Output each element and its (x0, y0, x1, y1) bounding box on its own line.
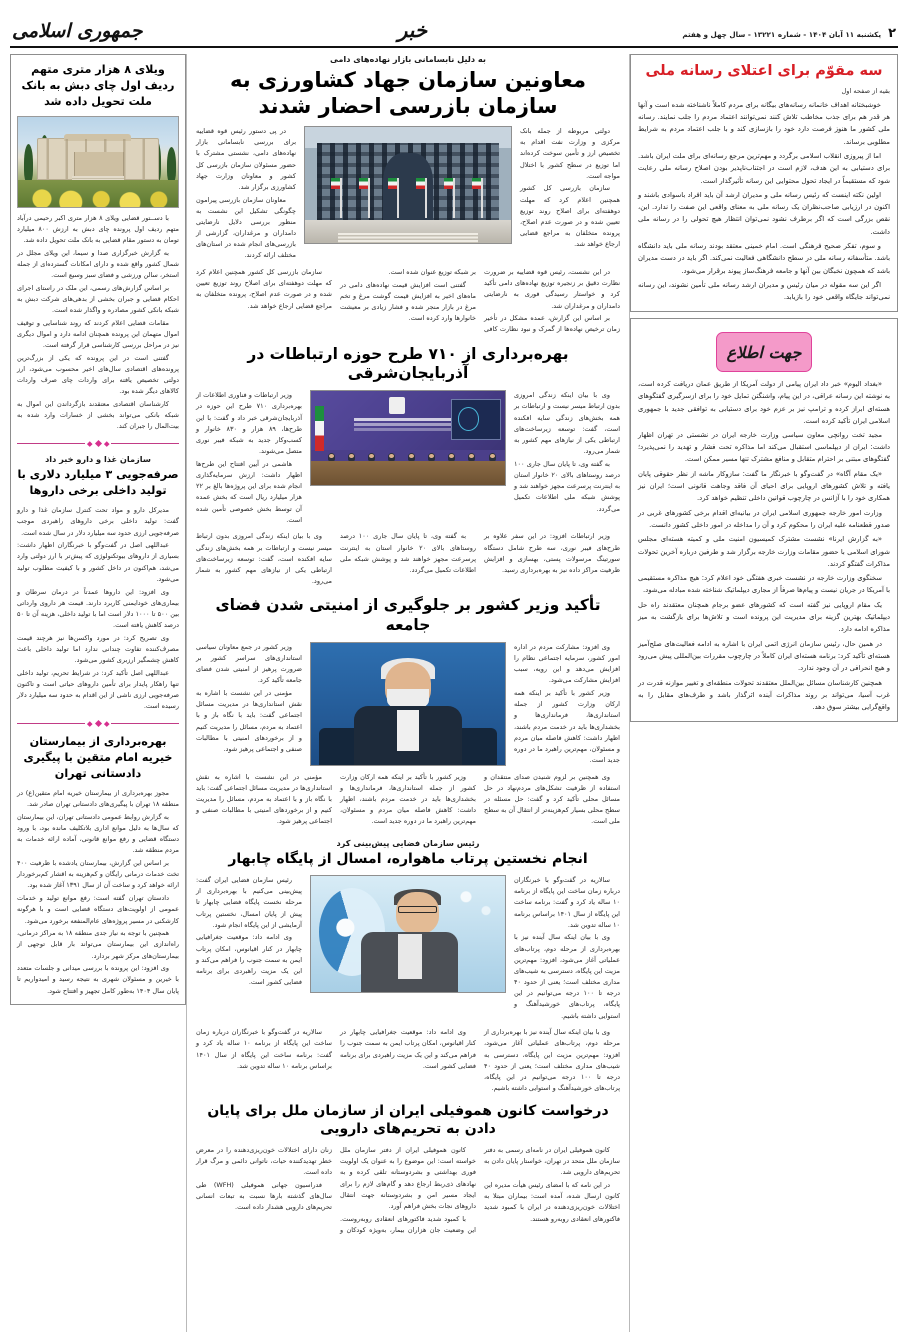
article-photo-wrap (310, 875, 506, 993)
article-headline: بهره‌برداری از ۷۱۰ طرح حوزه ارتباطات در آذربایجان‌شرقی (247, 344, 569, 383)
villa-building (37, 138, 159, 179)
article-paragraph: در این نشست، رئیس قوه قضاییه بر ضرورت نظارت دقیق بر زنجیره توزیع نهاده‌های دامی تأکید کرد و خواستار رسیدگی فوری به نارضایتی دامداران و مرغداران شد. (484, 268, 620, 310)
notice-item: سخنگوی وزارت خارجه در نشست خبری هفتگی خود اعلام کرد: هیچ مذاکره مستقیمی با آمریکا در جریان نیست و پیام‌ها صرفاً از مجاری دیپلماتیک شناخته شده مبادله می‌شود. (638, 574, 890, 595)
editorial-title: سه مقوّم برای اعتلای رسانه ملی (645, 63, 883, 79)
article-text-right (196, 126, 296, 263)
article-paragraph: وی با بیان اینکه سال آینده نیز با بهره‌برداری از مرحله دوم، پرتاب‌های عملیاتی آغاز می‌شود، افزود: مهم‌ترین مزیت این پایگاه، دسترسی به شیب‌های مداری مختلف است؛ یعنی از حدود ۴۰ درجه تا ۱۰۰ درجه می‌توانیم در این پایگاه، پرتاب‌های خورشیدآهنگ و استوایی داشته باشیم. (514, 933, 620, 1020)
middle-column (187, 54, 629, 1332)
sidebox-paragraph: بر اساس گزارش‌های رسمی، این ملک در راستای اجرای احکام قضایی و جبران بخشی از بدهی‌های شرکت دبش به شبکه بانکی کشور مصادره و واگذار شده است. (17, 283, 179, 315)
article-paragraph: در این نامه که با امضای رئیس هیأت مدیره این کانون ارسال شده، آمده است: بیماران مبتلا به اختلالات خون‌ریزی‌دهنده در ایران با کمبود شدید فاکتورهای انعقادی روبه‌رو هستند. (484, 1181, 620, 1223)
article-paragraph: وزیر کشور با تأکید بر اینکه همه ارکان وزارت کشور از جمله استانداری‌ها، فرمانداری‌ها و بخشداری‌ها باید در خدمت مردم باشند، اظهار داشت: کاهش فاصله میان مردم و مسئولان، مهم‌ترین راهبرد ما در دوره جدید است. (514, 689, 620, 765)
article-text-left (514, 642, 620, 768)
article-body-columns (196, 267, 620, 336)
sidebox-villa (10, 54, 186, 1005)
article-paragraph: سازمان بازرسی کل کشور همچنین اعلام کرد که مهلت دوهفته‌ای برای اصلاح روند توزیع تعیین شده و در صورت عدم اصلاح، پرونده متخلفان به مراجع قضایی ارجاع خواهد شد. (520, 184, 620, 249)
notice-item: مجید تخت روانچی معاون سیاسی وزارت خارجه ایران در نشستی در تهران اظهار داشت: ایران از دیپلماسی استقبال می‌کند اما مذاکره تحت فشار و تهدید را نمی‌پذیرد؛ گفتگوهای مبتنی بر احترام متقابل و منافع مشترک تنها مسیر ممکن است. (638, 431, 890, 464)
article-kicker: به دلیل نابسامانی بازار نهاده‌های دامی (330, 54, 486, 64)
editorial-continued-label: بقیه از صفحه اول (841, 86, 890, 95)
ornament-divider (17, 721, 179, 726)
article-paragraph: وی ادامه داد: موقعیت جغرافیایی چابهار در کنار اقیانوس، امکان پرتاب ایمن به سمت جنوب را فراهم می‌کند و این یک مزیت راهبردی برای برنامه فضایی کشور است. (196, 933, 302, 987)
editorial-paragraph: و سوم، تفکر صحیح فرهنگی است. امام خمینی معتقد بودند رسانه ملی باید دانشگاه باشد. متأسفانه رسانه ملی در سطح دانشگاهی فعالیت نمی‌کند. اگر باید در دست مدیران باشد که همچون نخبگان بین آنها و جامعه فرهنگ‌ساز پیوند برقرار می‌شود. (638, 241, 890, 275)
article-top-row (196, 390, 620, 527)
sidebox-paragraph: وی افزود: این پرونده با بررسی میدانی و جلسات متعدد با خیرین و مسئولان شهری به نتیجه رسید و امیدواریم تا پایان سال ۱۴۰۴ به‌طور کامل تجهیز و افتتاح شود. (17, 964, 179, 995)
sidebox-body (17, 505, 179, 712)
article-paragraph: مؤمنی در این نشست با اشاره به نقش استانداری‌ها در مدیریت مسائل اجتماعی گفت: باید با نگاه باز و با اعتماد به مردم، مسائل را مدیریت کنیم و از برخوردهای امنیتی با مطالبات صنفی و اجتماعی پرهیز شود. (196, 689, 302, 753)
sidebox-paragraph: همچنین با توجه به نیاز جدی منطقه ۱۸ به مراکز درمانی، راه‌اندازی این بیمارستان می‌تواند بار قابل توجهی از بیمارستان‌های مرکز شهر بردارد. (17, 929, 179, 960)
article-text-right (196, 390, 302, 527)
article-paragraph: دولتی مربوطه از جمله بانک مرکزی و وزارت نفت اقدام به تخصیص ارز و تأمین سوخت کرده‌اند اما توزیع در سطح کشور با اختلال مواجه است. (520, 127, 620, 180)
article-agriculture (196, 54, 620, 336)
left-column (10, 54, 186, 1332)
article-paragraph: وی با بیان اینکه زندگی امروزی بدون ارتباط میسر نیست و ارتباطات بر همه بخش‌های زندگی سایه افکنده است، گفت: توسعه زیرساخت‌های ارتباطی یکی از نیازهای مهم کشور به شمار می‌رود. (514, 391, 620, 456)
sidebox-title: صرفه‌جویی ۳ میلیارد دلاری با تولید داخلی برخی داروها (17, 468, 179, 498)
article-paragraph: معاونان سازمان بازرسی پیرامون چگونگی تشکیل این نشست به منظور بررسی دلایل نارضایتی دامداران و مرغداران، گزارشی از بازرسی‌های انجام شده در استان‌های مختلف ارائه کردند. (196, 195, 296, 260)
column-divider (186, 54, 187, 1332)
column-divider (629, 54, 630, 1332)
article-paragraph: وی افزود: مشارکت مردم در اداره امور کشور، سرمایه اجتماعی نظام را افزایش می‌دهد و این رویه، سبب افزایش مشارکت می‌شود. (514, 642, 620, 685)
ornament-divider (17, 441, 179, 446)
sidebox-body (17, 788, 179, 997)
article-paragraph: وی با بیان اینکه سال آینده نیز با بهره‌برداری از مرحله دوم، پرتاب‌های عملیاتی آغاز می‌شود، افزود: مهم‌ترین مزیت این پایگاه، دسترسی به شیب‌های مداری مختلف است؛ یعنی از حدود ۴۰ درجه تا ۱۰۰ درجه می‌توانیم در این پایگاه، پرتاب‌های خورشیدآهنگ و استوایی داشته باشیم. (484, 1028, 620, 1093)
article-photo-wrap (310, 390, 506, 486)
sidebox-title: ویلای ۸ هزار متری متهم ردیف اول چای دبش به بانک ملت تحویل داده شد (21, 63, 175, 108)
sidebox-paragraph: عبداللهی اصل تأکید کرد: در شرایط تحریم، تولید داخلی تنها راهکار پایدار برای تأمین داروهای حیاتی است و تاکنون صرفه‌جویی ارزی ناشی از این اقدام به حدود سه میلیارد دلار رسیده است. (17, 668, 179, 711)
sidebox-title: بهره‌برداری از بیمارستان خیریه امام متقین با پیگیری دادستانی تهران (23, 735, 173, 781)
notice-box (630, 318, 898, 722)
panelists (317, 438, 499, 461)
minister-photo (310, 642, 506, 766)
article-text-left (514, 875, 620, 1023)
article-paragraph: با کمبود شدید فاکتورهای انعقادی روبه‌روست. این وضعیت جان هزاران بیمار، به‌ویژه کودکان و زنان دارای اختلالات خون‌ریزی‌دهنده را در معرض خطر تهدیدکننده حیات، ناتوانی دائمی و مرگ قرار داده است. (196, 1146, 476, 1234)
conference-table (311, 461, 505, 485)
building-steps (338, 233, 478, 243)
right-column (630, 54, 898, 1332)
dateline: یکشنبه ۱۱ آبان ۱۴۰۴ - شماره ۱۳۲۲۱ - سال چهل و هفتم (682, 30, 882, 39)
article-text-right (196, 875, 302, 990)
article-interior-minister (196, 596, 620, 829)
conference-emblem-icon (389, 397, 405, 414)
diamond-icon (87, 442, 92, 447)
sidebox-paragraph: دادستان تهران گفته است: رفع موانع تولید و خدمات عمومی از اولویت‌های دستگاه قضایی است و با هرگونه کارشکنی در مسیر پروژه‌های عام‌المنفعه برخورد می‌شود. (17, 894, 179, 925)
article-ict-projects (196, 345, 620, 588)
notice-item: یک مقام اروپایی نیز گفته است که کشورهای عضو برجام همچنان معتقدند راه حل دیپلماتیک بهترین گزینه برای مدیریت این پرونده است و تلاش‌ها برای بازگشت به میز مذاکره ادامه دارد. (638, 600, 890, 634)
article-paragraph: هاشمی در آیین افتتاح این طرح‌ها اظهار داشت: ارزش سرمایه‌گذاری انجام شده برای این پروژه‌ها بالغ بر ۲۲ هزار میلیارد ریال است که بخش عمده آن توسط بخش خصوصی تأمین شده است. (196, 459, 302, 524)
notice-stamp: جهت اطلاع (716, 332, 812, 372)
editorial-paragraph: خوشبختانه اهداف خانمانه رسانه‌های بیگانه برای مردم کاملاً ناشناخته شده است و آنها هر قدر هم برای جذب مخاطب تلاش کنند نمی‌توانند اعتماد مردم را جلب نمایند. رسانه ملی کشور ما هنوز فرصت دارد خود را بازسازی کند و با جلب اعتماد مردم به شرایط مطلوبی برساند. (638, 100, 890, 146)
article-headline: درخواست کانون هموفیلی ایران از سازمان ملل برای پایان دادن به تحریم‌های دارویی (207, 1103, 609, 1138)
conference-photo (310, 390, 506, 486)
article-paragraph: وزیر ارتباطات و فناوری اطلاعات از بهره‌برداری ۷۱۰ طرح این حوزه در آذربایجان‌شرقی خبر داد و گفت: با این طرح‌ها، ۸۹ هزار و ۸۳۰ خانوار و کسب‌وکار جدید به شبکه فیبر نوری متصل می‌شوند. (196, 391, 303, 456)
article-text-left (514, 390, 620, 516)
article-body-columns (196, 772, 620, 829)
notice-item: همچنین کارشناسان مسائل بین‌الملل معتقدند تحولات منطقه‌ای و تغییر موازنه قدرت در غرب آسیا، می‌تواند بر روند مذاکرات آینده اثرگذار باشد و طرف‌های مقابل را به واقع‌گرایی بیشتر سوق دهد. (638, 678, 890, 711)
eyeglasses-icon (398, 906, 437, 913)
article-paragraph: سازمان بازرسی کل کشور همچنین اعلام کرد که مهلت دوهفته‌ای برای اصلاح روند توزیع تعیین شده و در صورت عدم اصلاح، پرونده متخلفان به مراجع قضایی ارجاع خواهد شد. (196, 268, 332, 310)
article-paragraph: وی با بیان اینکه زندگی امروزی بدون ارتباط میسر نیست و ارتباطات بر همه بخش‌های زندگی سایه افکنده است، گفت: توسعه زیرساخت‌های ارتباطی یکی از نیازهای مهم کشور به شمار می‌رود. (196, 532, 332, 586)
article-paragraph: فدراسیون جهانی هموفیلی (WFH) طی سال‌های گذشته بارها نسبت به تبعات انسانی تحریم‌های دارویی هشدار داده است. (196, 1181, 332, 1212)
article-paragraph: وزیر کشور در جمع معاونان سیاسی استانداری‌های سراسر کشور بر ضرورت پرهیز از امنیتی شدن فضای جامعه تأکید کرد. (196, 642, 302, 685)
sidebox-paragraph: وی افزود: این داروها عمدتاً در درمان سرطان و بیماری‌های خودایمنی کاربرد دارند. قیمت هر داروی وارداتی بین ۵۰۰ تا ۱۰۰۰ دلار است اما با تولید داخلی، هزینه آن تا ۵۰ درصد کاهش یافته است. (17, 587, 180, 630)
article-paragraph: وزیر ارتباطات افزود: در این سفر علاوه بر طرح‌های فیبر نوری، سه طرح شامل دستگاه سورتینگ مرسولات پستی، بهسازی و افزایش ظرفیت مراکز داده نیز به بهره‌برداری رسید. (484, 532, 620, 574)
diamond-icon (94, 720, 101, 727)
article-paragraph: کانون هموفیلی ایران در نامه‌ای رسمی به دفتر سازمان ملل متحد در تهران، خواستار پایان دادن به تحریم‌های دارویی شد. (484, 1146, 620, 1177)
article-top-row (196, 126, 620, 263)
notice-item: «یک مقام آگاه» در گفت‌وگو با خبرنگار ما گفت: سازوکار ماشه از نظر حقوقی پایان یافته و تلاش کشورهای اروپایی برای احیای آن فاقد وجاهت قانونی است؛ ایران نیز همکاری خود را با آژانس در چارچوب قوانین داخلی تنظیم خواهد کرد. (638, 470, 890, 503)
sidebox-kicker: سازمان غذا و دارو خبر داد (45, 454, 151, 465)
article-top-row (196, 642, 620, 768)
article-body-columns (196, 531, 620, 587)
space-official-photo (310, 875, 506, 993)
editorial-paragraph: اگر این سه مقوله در میان رئیس و مدیران ارشد رسانه ملی تأمین نشوند، این رسانه نمی‌تواند جایگاه واقعی خود را بازیابد. (638, 280, 890, 302)
sidebox-paragraph: بر اساس این گزارش، بیمارستان یادشده با ظرفیت ۴۰۰ تخت خدمات درمانی رایگان و کم‌هزینه به اقشار کم‌برخوردار ارائه خواهد کرد و ساخت آن از سال ۱۳۹۱ آغاز شده بود. (17, 859, 179, 890)
notice-item: «بغداد الیوم» خبر داد ایران پیامی از دولت آمریکا از طریق عمان دریافت کرده است، به نوشته این رسانه عراقی، در این پیام، واشنگتن تمایل خود را برای ازسرگیری گفتگوهای هسته‌ای ابراز کرده و ترامپ نیز بر عزم خود برای دستیابی به توافقی جدید با جمهوری اسلامی ایران تأکید کرده است. (638, 380, 890, 425)
notice-item: وزارت امور خارجه جمهوری اسلامی ایران در بیانیه‌ای اقدام برخی کشورهای غربی در صدور قطعنامه علیه ایران را محکوم کرد و آن را مداخله در امور داخلی کشور دانست. (638, 508, 890, 529)
article-photo-wrap (304, 126, 512, 244)
article-paragraph: مؤمنی در این نشست با اشاره به نقش استانداری‌ها در مدیریت مسائل اجتماعی گفت: باید با نگاه باز و با اعتماد به مردم، مسائل را مدیریت کنیم و از برخوردهای امنیتی با مطالبات صنفی و اجتماعی پرهیز شود. (196, 772, 332, 826)
villa-columns (38, 139, 158, 178)
article-space-agency (196, 838, 620, 1094)
notice-item: در همین حال، رئیس سازمان انرژی اتمی ایران با اشاره به ادامه فعالیت‌های صلح‌آمیز هسته‌ای تأکید کرد: برنامه هسته‌ای ایران کاملاً در چارچوب مقررات بین‌المللی پیش می‌رود و هیچ انحرافی در آن وجود ندارد. (638, 639, 890, 672)
article-headline: تأکید وزیر کشور بر جلوگیری از امنیتی شدن فضای جامعه (215, 596, 601, 635)
editorial-box (630, 54, 898, 312)
official-face (396, 892, 439, 934)
backdrop-pattern (451, 883, 501, 929)
editorial-paragraph: اولین نکته اینست که رئیس رسانه ملی و مدیران ارشد آن باید افراد باسوادی باشند و اکنون در ارزیابی صاحب‌نظران یک رسانه ملی به معنای واقعی این صفت را ندارد. این، نقص بزرگی است که اگر برطرف نشود نمی‌توان انتظار هیچ تحولی را در رسانه ملی داشت. (638, 190, 890, 236)
sidebox-paragraph: مجوز بهره‌برداری از بیمارستان خیریه امام متقین(ع) در منطقه ۱۸ تهران با پیگیری‌های دادستانی تهران صادر شد. (17, 789, 179, 809)
flag-row (330, 178, 487, 217)
conference-banner-text (354, 418, 455, 421)
masthead-rule (10, 46, 898, 48)
sidebox-paragraph: به گزارش روابط عمومی دادستانی تهران، این بیمارستان که سال‌ها به دلیل موانع اداری بلاتکلیف مانده بود، با ورود دستگاه قضایی و رفع موانع قانونی، آماده ارائه خدمات به مردم منطقه شد. (17, 812, 179, 855)
article-hemophilia (196, 1103, 620, 1236)
article-paragraph: سالاریه در گفت‌وگو با خبرنگاران درباره زمان ساخت این پایگاه از برنامه ۱۰ ساله یاد کرد و گفت: برنامه ساخت این پایگاه از سال ۱۴۰۱ براساس برنامه ۱۰ ساله تدوین شد. (196, 1028, 332, 1070)
article-paragraph: رئیس سازمان فضایی ایران گفت: پیش‌بینی می‌کنیم با بهره‌برداری از مرحله نخست پایگاه فضایی چابهار تا پیش از پایان امسال، نخستین پرتاب آزمایشی از این پایگاه انجام شود. (196, 876, 302, 929)
garden-flowers (18, 180, 178, 207)
page-number: ۲ (888, 26, 896, 41)
sidebox-paragraph: کارشناسان اقتصادی معتقدند بازگرداندن این اموال به شبکه بانکی می‌تواند بخشی از خسارات وارد شده به بیت‌المال را جبران کند. (17, 399, 179, 431)
villa-photo (17, 116, 179, 208)
article-paragraph: سالاریه در گفت‌وگو با خبرنگاران درباره زمان ساخت این پایگاه از برنامه ۱۰ ساله یاد کرد و گفت: برنامه ساخت این پایگاه از سال ۱۴۰۱ براساس برنامه ۱۰ ساله تدوین شد. (514, 876, 620, 929)
newspaper-logo: جمهوری اسلامی (12, 20, 143, 42)
government-building-photo (304, 126, 512, 244)
official-suit (361, 932, 458, 992)
article-body-columns (196, 1027, 620, 1094)
sidebox-paragraph: عبداللهی اصل در گفت‌وگو با خبرنگاران اظهار داشت: بسیاری از داروهای بیوتکنولوژی که پیش‌تر با ارز دولتی وارد می‌شد، هم‌اکنون در داخل کشور و با کیفیت مطلوب تولید می‌شود. (17, 541, 179, 583)
article-paragraph: به گفته وی، تا پایان سال جاری ۱۰۰ درصد روستاهای بالای ۲۰ خانوار استان به اینترنت پرسرعت مجهز خواهند شد و پوشش شبکه ملی اطلاعات تکمیل می‌گردد. (514, 459, 620, 513)
article-text-left (520, 126, 620, 252)
article-paragraph: وی همچنین بر لزوم شنیدن صدای منتقدان و استفاده از ظرفیت تشکل‌های مردم‌نهاد در حل مسائل محلی تأکید کرد و گفت: حل مسئله در سطح محلی بسیار کم‌هزینه‌تر از انتقال آن به سطح ملی است. (484, 772, 620, 826)
section-title: خبر (397, 18, 428, 42)
diamond-icon (94, 440, 101, 447)
article-body-columns (196, 1145, 620, 1236)
article-headline: معاونین سازمان جهاد کشاورزی به سازمان بازرسی احضار شدند (229, 68, 587, 119)
sidebox-paragraph: وی تصریح کرد: در مورد واکسن‌ها نیز هرچند قیمت مصرف‌کننده تفاوت چندانی ندارد اما تولید داخلی باعث کاهش چشمگیر ارزبری کشور می‌شود. (17, 633, 179, 665)
masthead-dateline-group (682, 26, 896, 44)
presentation-screen (451, 399, 501, 440)
notice-stamp-wrap (638, 332, 890, 372)
sidebox-paragraph: گفتنی است در این پرونده که یکی از بزرگ‌ترین پرونده‌های اقتصادی سال‌های اخیر محسوب می‌شود، ارز دولتی تخصیص یافته برای واردات چای صرف واردات کالاهای دیگر شده بود. (17, 353, 179, 396)
diamond-icon (104, 721, 109, 726)
article-paragraph: بر اساس این گزارش، عمده مشکل در تأخیر زمان ترخیص نهاده‌ها از گمرک و نبود نظارت کافی بر شبکه توزیع عنوان شده است. (388, 268, 620, 334)
article-headline: انجام نخستین پرتاب ماهواره، امسال از پایگاه چابهار (228, 851, 588, 868)
sidebox-body (17, 213, 179, 433)
diamond-icon (87, 721, 92, 726)
sidebox-hospital (17, 734, 179, 996)
article-paragraph: وزیر کشور با تأکید بر اینکه همه ارکان وزارت کشور از جمله استانداری‌ها، فرمانداری‌ها و بخشداری‌ها باید در خدمت مردم باشند، اظهار داشت: کاهش فاصله میان مردم و مسئولان، مهم‌ترین راهبرد ما در دوره جدید است. (340, 772, 476, 826)
article-paragraph: به گفته وی، تا پایان سال جاری ۱۰۰ درصد روستاهای بالای ۲۰ خانوار استان به اینترنت پرسرعت مجهز خواهند شد و پوشش شبکه ملی اطلاعات تکمیل می‌گردد. (340, 532, 476, 574)
masthead (10, 6, 898, 44)
article-paragraph: گفتنی است افزایش قیمت نهاده‌های دامی در ماه‌های اخیر به افزایش قیمت گوشت مرغ و تخم مرغ در بازار منجر شده و فشار زیادی بر معیشت خانوارها وارد کرده است. (340, 280, 476, 323)
article-kicker: رئیس سازمان فضایی پیش‌بینی کرد (336, 838, 480, 849)
sidebox-paragraph: مدیرکل دارو و مواد تحت کنترل سازمان غذا و دارو گفت: تولید داخلی برخی داروهای راهبردی موجب صرفه‌جویی ارزی حدود سه میلیارد دلار در سال شده است. (17, 506, 179, 537)
article-paragraph: وی ادامه داد: موقعیت جغرافیایی چابهار در کنار اقیانوس، امکان پرتاب ایمن به سمت جنوب را فراهم می‌کند و این یک مزیت راهبردی برای برنامه فضایی کشور است. (340, 1028, 476, 1070)
diamond-icon (104, 442, 109, 447)
article-photo-wrap (310, 642, 506, 766)
minister-suit (354, 706, 463, 765)
editorial-paragraph: اما از پیروزی انقلاب اسلامی برگردد و مهم‌ترین مرجع رسانه‌ای برای ملت ایران باشد. برای دستیابی به این هدف، لازم است در اجتناب‌ناپذیر بودن اصلاح رسانه ملی رعایت شود که مستقیماً در ایجاد تحول محتوایی این رسانه تأثیرگذار است. (638, 151, 890, 185)
editorial-body (638, 99, 890, 304)
notice-body (638, 378, 890, 712)
notice-item: «به گزارش ایرنا» نشست مشترک کمیسیون امنیت ملی و کمیته هسته‌ای مجلس شورای اسلامی با حضور مقامات وزارت خارجه برگزار شد و طرفین درباره آخرین تحولات مذاکرات گفتگو کردند. (638, 535, 890, 568)
article-paragraph: در پی دستور رئیس قوه قضاییه برای بررسی نابسامانی بازار نهاده‌های دامی، نشستی مشترک با حضور مسئولان سازمان بازرسی کل کشور و معاونان وزارت جهاد کشاورزی برگزار شد. (196, 127, 296, 191)
article-top-row (196, 875, 620, 1023)
sidebox-paragraph: با دســتور قضایی ویلای ۸ هزار متری اکبر رحیمی درآباد متهم ردیف اول پرونده چای دبش به ارزش ۸۰۰ میلیارد تومان به دستور مقام قضایی به بانک ملت تحویل داده شد. (17, 213, 179, 245)
article-text-right (196, 642, 302, 757)
article-paragraph: کانون هموفیلی ایران از دفتر سازمان ملل خواسته است: این موضوع را به عنوان یک اولویت فوری بهداشتی و بشردوستانه تلقی کرده و به نهادهای ذی‌ربط ارجاع دهد و گام‌های لازم را برای ایجاد مسیر امن و بشردوستانه جهت انتقال داروهای نجات بخش فراهم آورد. (340, 1146, 476, 1210)
sidebox-paragraph: به گزارش خبرگزاری صدا و سیما، این ویلای مجلل در شمال کشور واقع شده و دارای امکانات گسترده‌ای از جمله استخر، سالن ورزشی و فضای سبز وسیع است. (17, 248, 179, 280)
page-grid (10, 54, 898, 1332)
sidebox-medicine (17, 454, 179, 712)
sidebox-paragraph: مقامات قضایی اعلام کردند که روند شناسایی و توقیف اموال متهمان این پرونده همچنان ادامه دارد و اموال دیگری نیز در مراحل بررسی کارشناسی قرار گرفته است. (17, 318, 179, 350)
